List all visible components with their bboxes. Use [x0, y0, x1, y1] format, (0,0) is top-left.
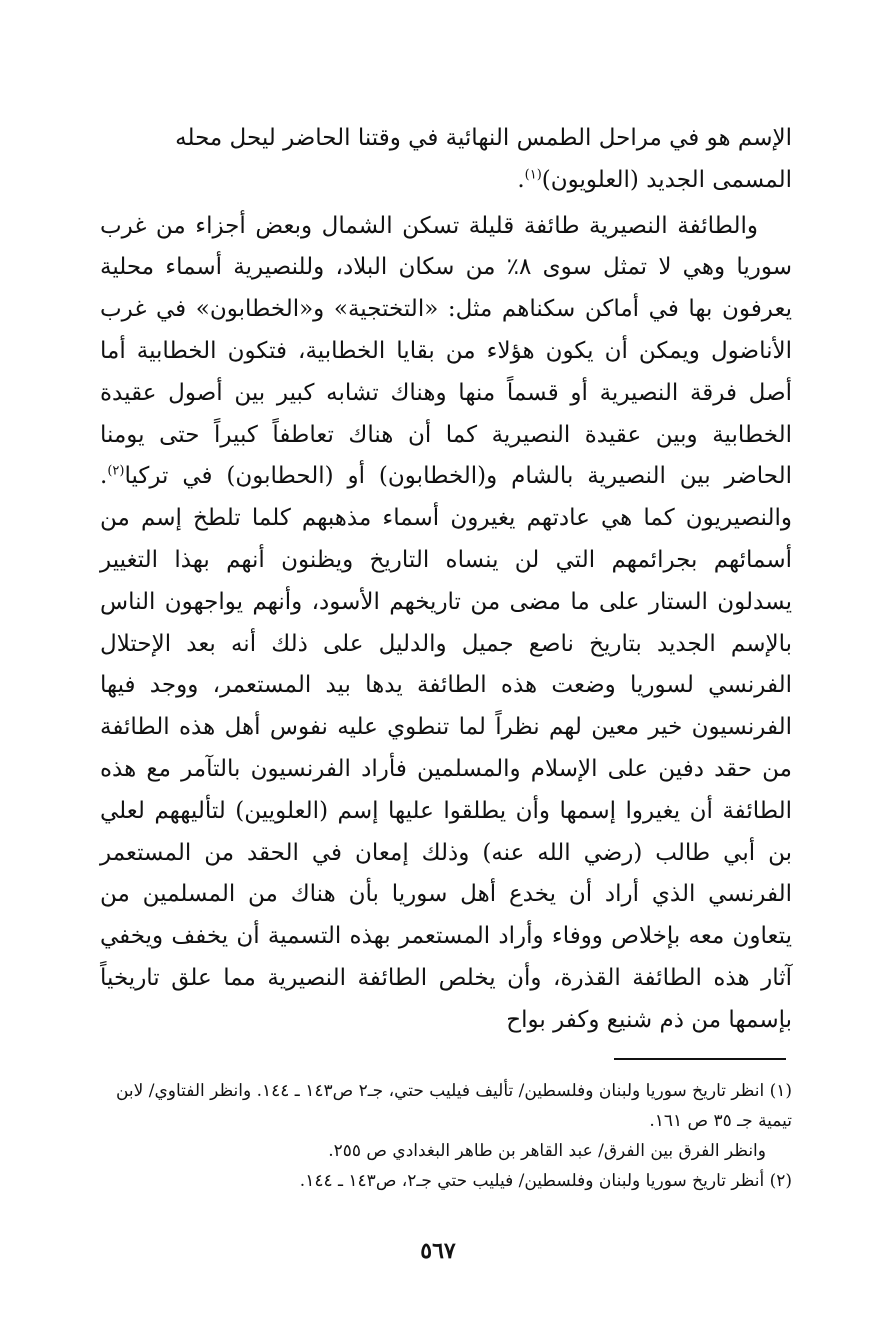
page-number: ٥٦٧ [420, 1238, 456, 1264]
footnote-2: (٢) أنظر تاريخ سوريا ولبنان وفلسطين/ فيليب حتي جـ٢، ص١٤٣ ـ ١٤٤. [299, 1171, 792, 1191]
main-paragraph [100, 206, 792, 1042]
footnote-separator [614, 1058, 786, 1060]
intro-line-2: المسمى الجديد (العلويون) [541, 166, 792, 193]
main-text-part-1: والطائفة النصيرية طائفة قليلة تسكن الشمال وبعض أجزاء من غرب سوريا وهي لا تمثل سوى ٨٪ من سكان البلاد، وللنصيرية أسماء محلية يعرفون بها في أماكن سكناهم مثل: «التختجية» و«الخطابون» في غرب الأناضول ويمكن أن يكون هؤلاء من بقايا الخطابية، فتكون الخطابية أما أصل فرقة النصيرية أو قسماً منها وهناك تشابه كبير بين أصول عقيدة الخطابية وبين عقيدة النصيرية كما أن هناك تعاطفاً كبيراً حتى يومنا الحاضر بين النصيرية بالشام و(الخطابون) أو (الحطابون) في تركيا [100, 212, 792, 490]
intro-end: . [517, 166, 525, 193]
footnote-ref-1: (١) [524, 167, 542, 183]
footnote-ref-2: (٢) [107, 463, 125, 479]
page-body [100, 118, 792, 1042]
main-text-part-2: . والنصيريون كما هي عادتهم يغيرون أسماء مذهبهم كلما تلطخ إسم من أسمائهم بجرائمهم التي لن ينساه التاريخ ويظنون أنهم بهذا التغيير يسدلون الستار على ما مضى من تاريخهم الأسود، وأنهم يواجهون الناس بالإسم الجديد بتاريخ ناصع جميل والدليل على ذلك أنه بعد الإحتلال الفرنسي لسوريا وضعت هذه الطائفة يدها بيد المستعمر، ووجد فيها الفرنسيون خير معين لهم نظراً لما تنطوي عليه نفوس أهل هذه الطائفة من حقد دفين على الإسلام والمسلمين فأراد الفرنسيون بالتآمر مع هذه الطائفة أن يغيروا إسمها وأن يطلقوا عليها إسم (العلويين) لتأليههم لعلي بن أبي طالب (رضي الله عنه) وذلك إمعان في الحقد من المستعمر الفرنسي الذي أراد أن يخدع أهل سوريا بأن هناك من المسلمين من يتعاون معه بإخلاص ووفاء وأراد المستعمر بهذه التسمية أن يخفف ويخفي آثار هذه الطائفة القذرة، وأن يخلص الطائفة النصيرية مما علق تاريخياً بإسمها من ذم شنيع وكفر بواح [100, 463, 792, 1033]
footnote-1: (١) انظر تاريخ سوريا ولبنان وفلسطين/ تأليف فيليب حتي، جـ٢ ص١٤٣ ـ ١٤٤. وانظر الفتاوي/ لابن تيمية جـ ٣٥ ص ١٦١. [115, 1081, 792, 1131]
intro-line-1: الإسم هو في مراحل الطمس النهائية في وقتنا الحاضر ليحل محله [175, 125, 792, 151]
footnotes [80, 1076, 792, 1196]
intro-paragraph [100, 118, 792, 202]
footnote-1-continued: وانظر الفرق بين الفرق/ عبد القاهر بن طاهر البغدادي ص ٢٥٥. [328, 1141, 766, 1161]
